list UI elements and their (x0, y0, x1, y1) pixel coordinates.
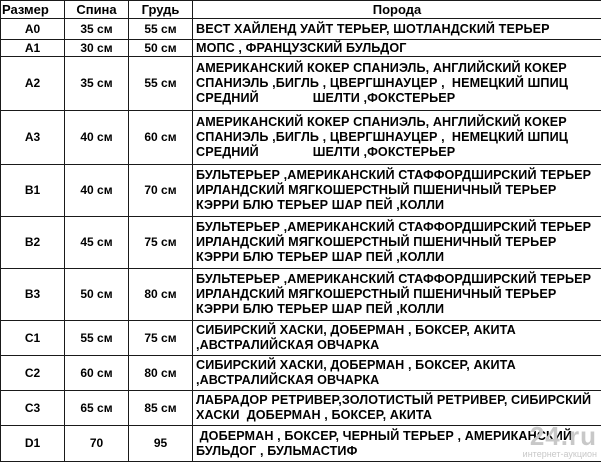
back-cell: 45 см (65, 217, 129, 269)
chest-cell: 95 (129, 426, 193, 462)
back-cell: 55 см (65, 321, 129, 356)
watermark-logo: 24.ru (523, 423, 597, 449)
size-cell: C1 (1, 321, 65, 356)
chest-cell: 80 см (129, 269, 193, 321)
chest-cell: 60 см (129, 111, 193, 165)
size-cell: C2 (1, 356, 65, 391)
size-cell: C3 (1, 391, 65, 426)
size-cell: B1 (1, 165, 65, 217)
size-cell: B3 (1, 269, 65, 321)
size-cell: D1 (1, 426, 65, 462)
back-cell: 65 см (65, 391, 129, 426)
size-cell: A0 (1, 19, 65, 40)
breed-cell: СИБИРСКИЙ ХАСКИ, ДОБЕРМАН , БОКСЕР, АКИТА ,АВСТРАЛИЙСКАЯ ОВЧАРКА (193, 321, 601, 356)
table-row (1, 269, 601, 321)
header-size: Размер (1, 1, 65, 19)
table-row (1, 356, 601, 391)
breed-cell: БУЛЬТЕРЬЕР ,АМЕРИКАНСКИЙ СТАФФОРДШИРСКИЙ ТЕРЬЕР ИРЛАНДСКИЙ МЯГКОШЕРСТНЫЙ ПШЕНИЧНЫЙ ТЕРЬЕР КЭРРИ БЛЮ ТЕРЬЕР ШАР ПЕЙ ,КОЛЛИ (193, 269, 601, 321)
size-cell: A2 (1, 57, 65, 111)
table-row (1, 426, 601, 462)
chest-cell: 80 см (129, 356, 193, 391)
table-row (1, 391, 601, 426)
watermark (523, 423, 597, 459)
back-cell: 35 см (65, 57, 129, 111)
table-row (1, 40, 601, 57)
breed-cell: СИБИРСКИЙ ХАСКИ, ДОБЕРМАН , БОКСЕР, АКИТА ,АВСТРАЛИЙСКАЯ ОВЧАРКА (193, 356, 601, 391)
breed-cell: МОПС , ФРАНЦУЗСКИЙ БУЛЬДОГ (193, 40, 601, 57)
back-cell: 30 см (65, 40, 129, 57)
back-cell: 40 см (65, 111, 129, 165)
chest-cell: 75 см (129, 217, 193, 269)
table-row (1, 19, 601, 40)
size-cell: A3 (1, 111, 65, 165)
header-back: Спина (65, 1, 129, 19)
breed-cell: АМЕРИКАНСКИЙ КОКЕР СПАНИЭЛЬ, АНГЛИЙСКИЙ КОКЕР СПАНИЭЛЬ ,БИГЛЬ , ЦВЕРГШНАУЦЕР , НЕМЕЦКИЙ ШПИЦ СРЕДНИЙ ШЕЛТИ ,ФОКСТЕРЬЕР (193, 57, 601, 111)
chest-cell: 55 см (129, 19, 193, 40)
table-row (1, 217, 601, 269)
chest-cell: 55 см (129, 57, 193, 111)
table-row (1, 111, 601, 165)
table-row (1, 165, 601, 217)
header-chest: Грудь (129, 1, 193, 19)
header-breed: Порода (193, 1, 601, 19)
breed-cell: АМЕРИКАНСКИЙ КОКЕР СПАНИЭЛЬ, АНГЛИЙСКИЙ КОКЕР СПАНИЭЛЬ ,БИГЛЬ , ЦВЕРГШНАУЦЕР , НЕМЕЦКИЙ ШПИЦ СРЕДНИЙ ШЕЛТИ ,ФОКСТЕРЬЕР (193, 111, 601, 165)
chest-cell: 70 см (129, 165, 193, 217)
back-cell: 60 см (65, 356, 129, 391)
chest-cell: 85 см (129, 391, 193, 426)
size-cell: B2 (1, 217, 65, 269)
table-row (1, 321, 601, 356)
breed-cell: БУЛЬТЕРЬЕР ,АМЕРИКАНСКИЙ СТАФФОРДШИРСКИЙ ТЕРЬЕР ИРЛАНДСКИЙ МЯГКОШЕРСТНЫЙ ПШЕНИЧНЫЙ ТЕРЬЕР КЭРРИ БЛЮ ТЕРЬЕР ШАР ПЕЙ ,КОЛЛИ (193, 165, 601, 217)
breed-cell: БУЛЬТЕРЬЕР ,АМЕРИКАНСКИЙ СТАФФОРДШИРСКИЙ ТЕРЬЕР ИРЛАНДСКИЙ МЯГКОШЕРСТНЫЙ ПШЕНИЧНЫЙ ТЕРЬЕР КЭРРИ БЛЮ ТЕРЬЕР ШАР ПЕЙ ,КОЛЛИ (193, 217, 601, 269)
back-cell: 35 см (65, 19, 129, 40)
breed-cell: ЛАБРАДОР РЕТРИВЕР,ЗОЛОТИСТЫЙ РЕТРИВЕР, СИБИРСКИЙ ХАСКИ ДОБЕРМАН , БОКСЕР, АКИТА (193, 391, 601, 426)
header-row (1, 1, 601, 19)
watermark-subtitle: интернет-аукцион (523, 449, 597, 459)
chest-cell: 50 см (129, 40, 193, 57)
back-cell: 40 см (65, 165, 129, 217)
size-cell: A1 (1, 40, 65, 57)
chest-cell: 75 см (129, 321, 193, 356)
table-row (1, 57, 601, 111)
back-cell: 70 (65, 426, 129, 462)
back-cell: 50 см (65, 269, 129, 321)
breed-cell: ДОБЕРМАН , БОКСЕР, ЧЕРНЫЙ ТЕРЬЕР , АМЕРИКАНСКИЙ БУЛЬДОГ , БУЛЬМАСТИФ (193, 426, 601, 462)
breed-cell: ВЕСТ ХАЙЛЕНД УАЙТ ТЕРЬЕР, ШОТЛАНДСКИЙ ТЕРЬЕР (193, 19, 601, 40)
